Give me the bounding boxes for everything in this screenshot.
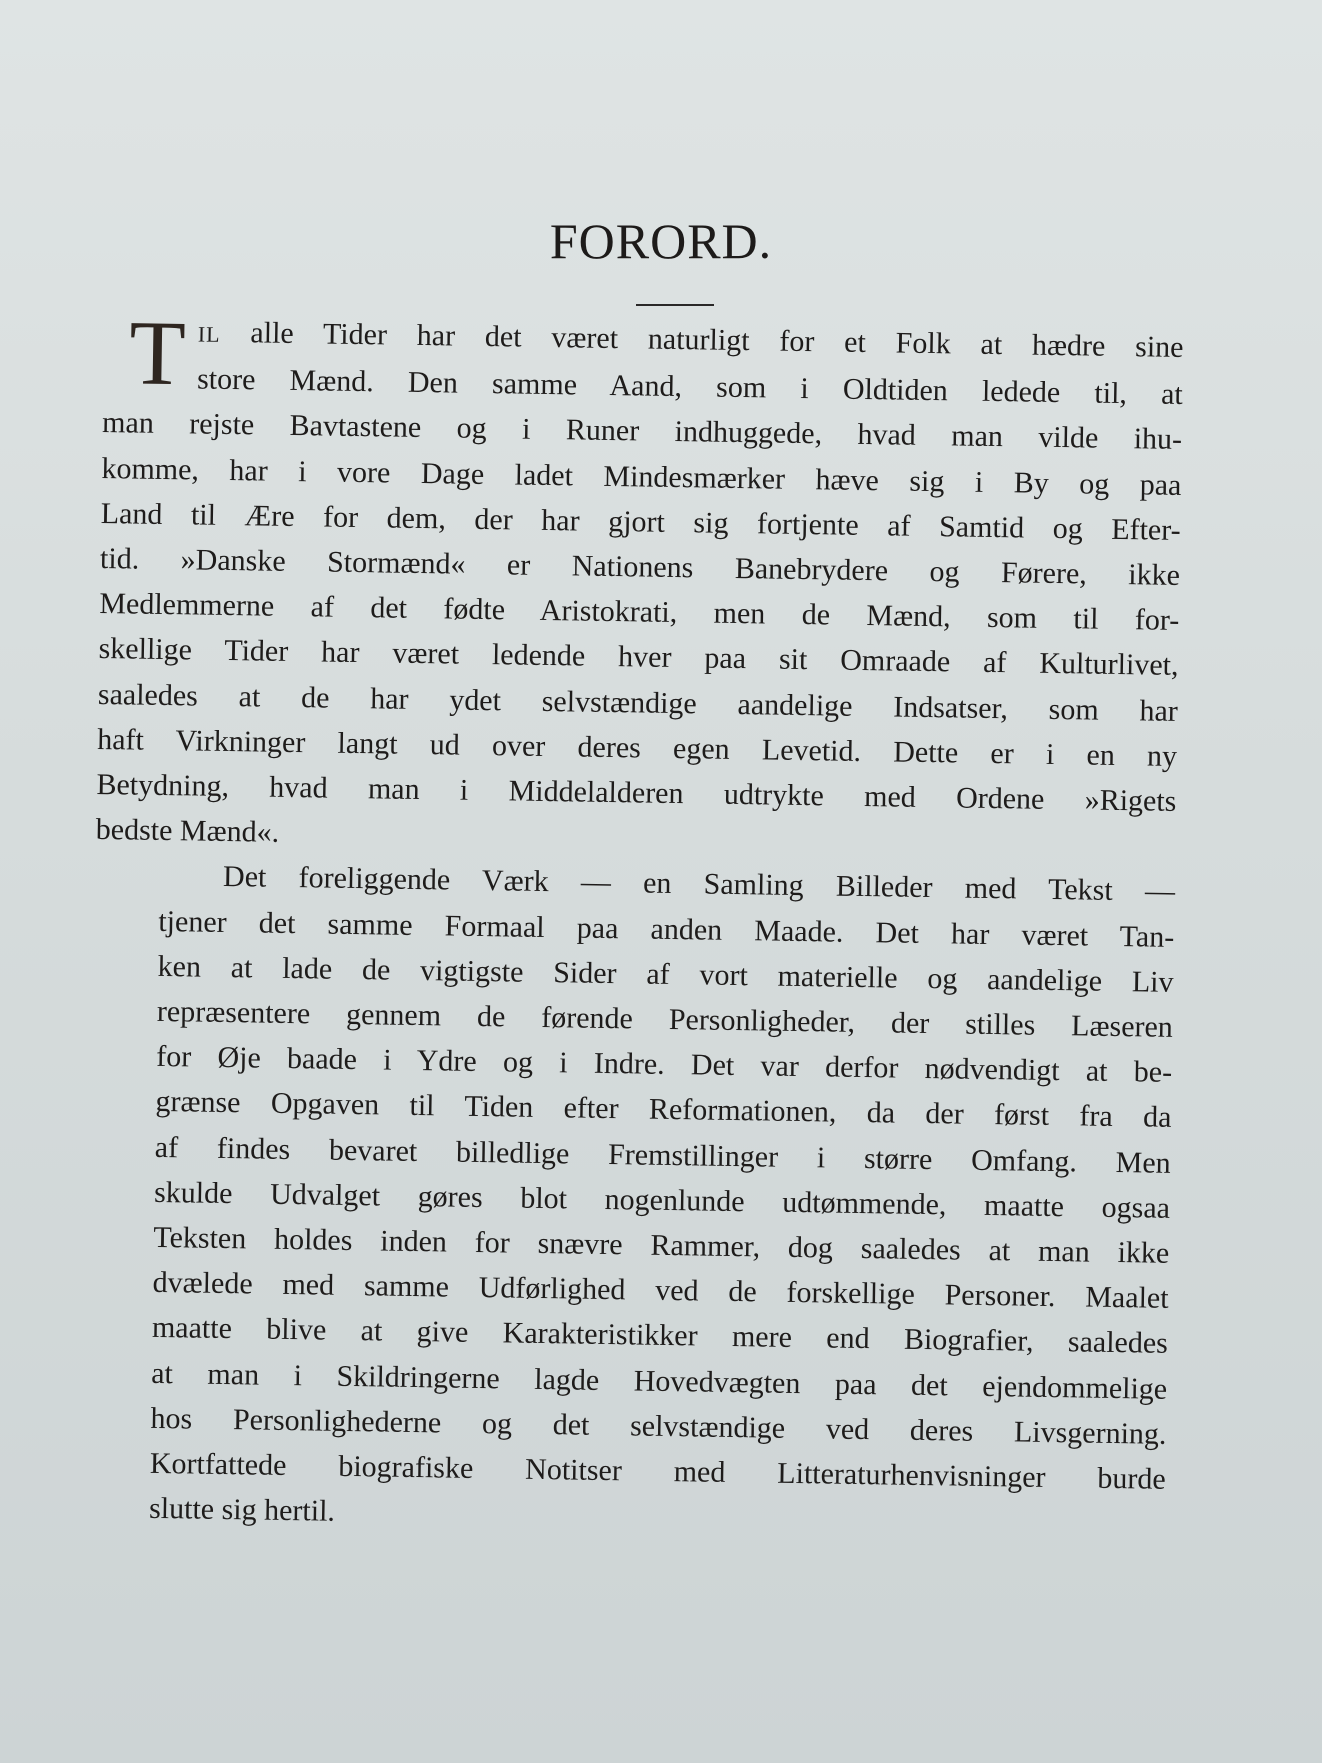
- text-line: Det foreliggende Værk — en Samling Billeder med Tekst —: [222, 860, 1176, 909]
- text-line: bedste Mænd«.: [95, 813, 280, 850]
- text-line: tjener det samme Formaal paa anden Maade. Det har været Tan-: [158, 904, 1175, 954]
- text-line: man rejste Bavtastene og i Runer indhuggede, hvad man vilde ihu-: [101, 406, 1183, 457]
- text-line: Betydning, hvad man i Middelalderen udtrykte med Ordene »Rigets: [96, 767, 1177, 818]
- text-line: alle Tider har det været naturligt for et Folk at hædre sine: [250, 316, 1184, 364]
- text-line: tid. »Danske Stormænd« er Nationens Banebrydere og Førere, ikke: [99, 541, 1181, 592]
- text-line: maatte blive at give Karakteristikker mere end Biografier, saaledes: [151, 1311, 1169, 1361]
- text-line: komme, har i vore Dage ladet Mindesmærker hæve sig i By og paa: [101, 451, 1182, 502]
- text-line: store Mænd. Den samme Aand, som i Oldtiden ledede til, at: [196, 362, 1184, 412]
- text-line: slutte sig hertil.: [148, 1492, 336, 1529]
- paragraph-1: [95, 301, 1184, 869]
- text-line: grænse Opgaven til Tiden efter Reformationen, da der først fra da: [155, 1085, 1172, 1135]
- text-line: Kortfattede biografiske Notitser med Litteraturhenvisninger burde: [149, 1446, 1166, 1496]
- text-line: Teksten holdes inden for snævre Rammer, dog saaledes at man ikke: [153, 1220, 1170, 1270]
- text-line: ken at lade de vigtigste Sider af vort materielle og aandelige Liv: [157, 949, 1174, 999]
- text-line: hos Personlighederne og det selvstændige ved deres Livsgerning.: [150, 1401, 1167, 1451]
- text-line: haft Virkninger langt ud over deres egen Levetid. Dette er i en ny: [96, 722, 1178, 773]
- text-line: for Øje baade i Ydre og i Indre. Det var derfor nødvendigt at be-: [155, 1040, 1173, 1090]
- page-title: FORORD.: [549, 213, 773, 269]
- text-line: skellige Tider har været ledende hver paa sit Omraade af Kulturlivet,: [98, 632, 1179, 683]
- text-line: skulde Udvalget gøres blot nogenlunde udtømmende, maatte ogsaa: [153, 1175, 1171, 1225]
- paragraph-2: [85, 852, 1176, 1547]
- body-text: [85, 301, 1184, 1547]
- text-line: Land til Ære for dem, der har gjort sig fortjente af Samtid og Efter-: [100, 496, 1181, 547]
- text-line: dvælede med samme Udførlighed ved de forskellige Personer. Maalet: [152, 1266, 1169, 1316]
- title-divider: [636, 304, 714, 306]
- text-line: at man i Skildringerne lagde Hovedvægten paa det ejendommelige: [151, 1356, 1168, 1406]
- text-line: repræsentere gennem de førende Personligheder, der stilles Læseren: [156, 994, 1174, 1044]
- small-caps-word: IL: [197, 321, 221, 347]
- text-line: af findes bevaret billedlige Fremstillinger i større Omfang. Men: [154, 1130, 1171, 1180]
- text-line: Medlemmerne af det fødte Aristokrati, men de Mænd, som til for-: [99, 587, 1180, 638]
- text-line: saaledes at de har ydet selvstændige aandelige Indsatser, som har: [97, 677, 1179, 728]
- drop-cap: T: [128, 301, 187, 405]
